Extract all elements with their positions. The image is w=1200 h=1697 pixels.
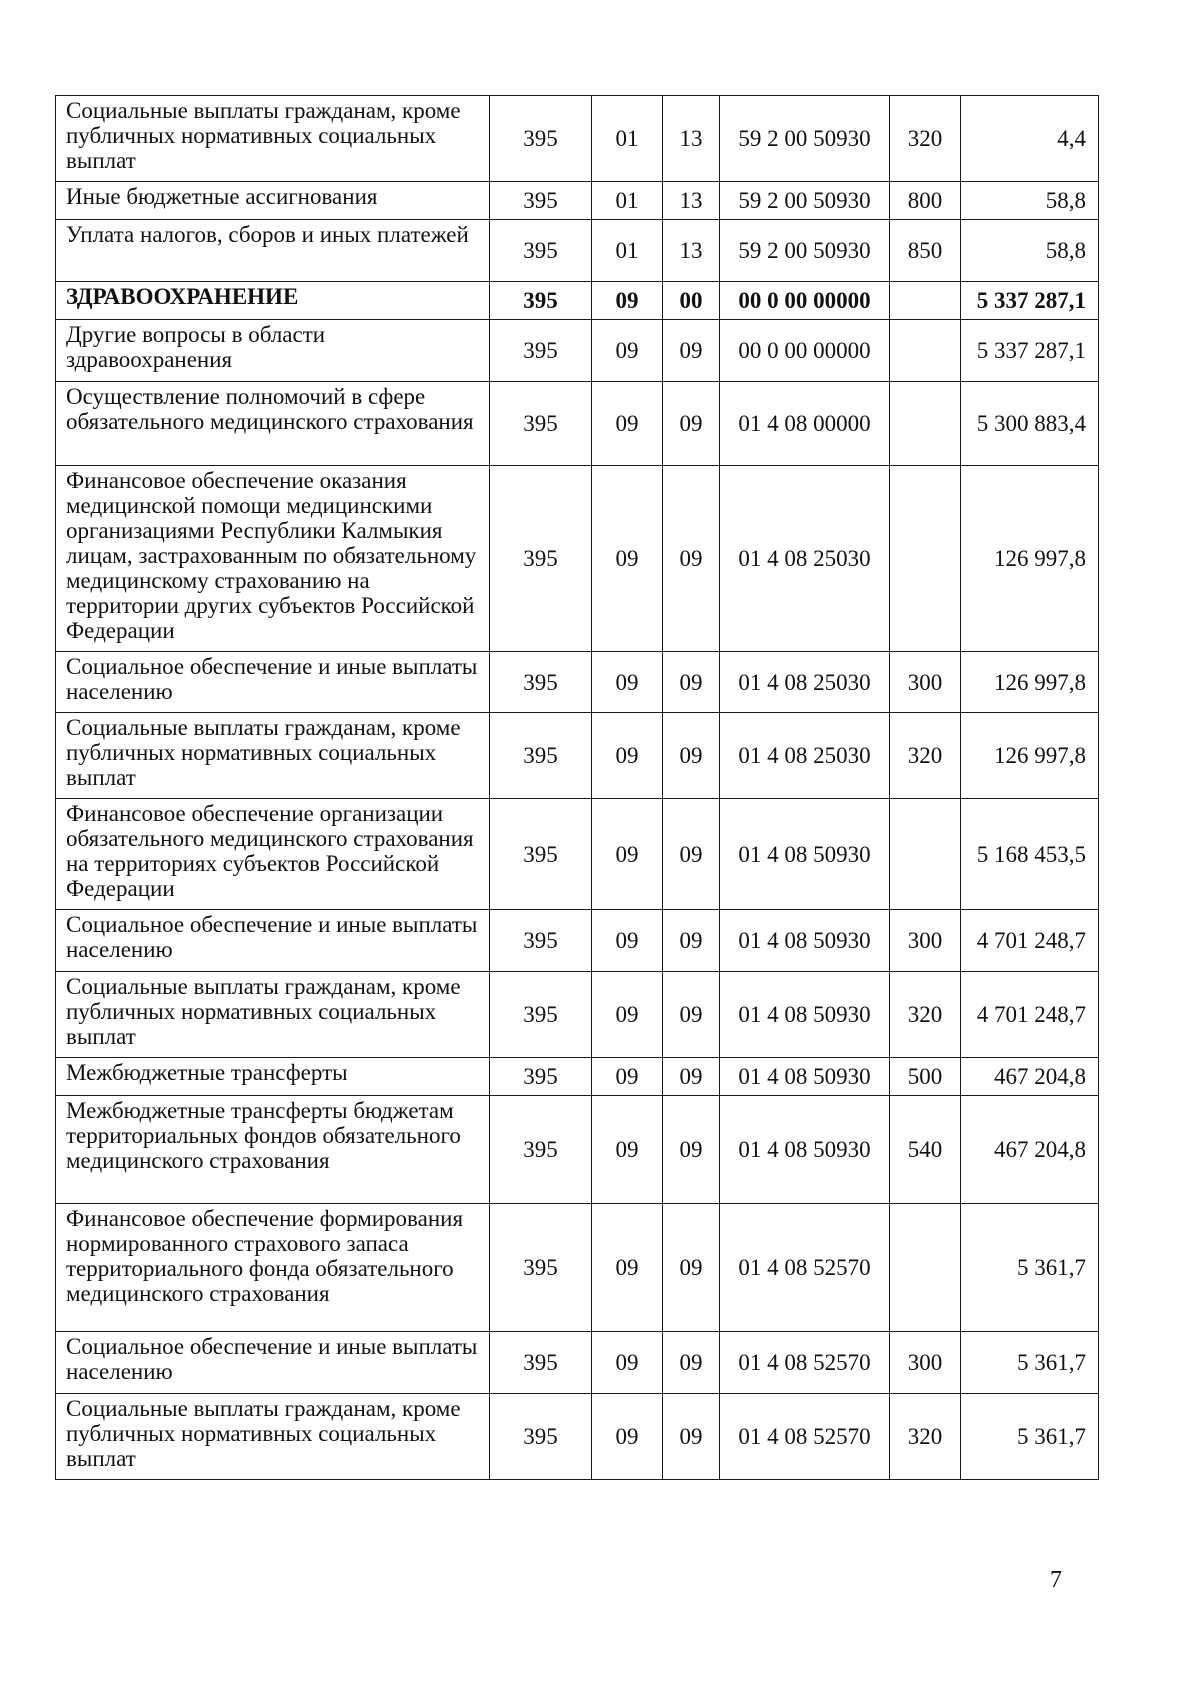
rz-code-cell: 09 bbox=[592, 1058, 663, 1096]
vr-code-cell bbox=[890, 282, 961, 320]
expense-name-cell: Социальные выплаты гражданам, кроме публичных нормативных социальных выплат bbox=[56, 96, 490, 182]
pr-code-cell: 09 bbox=[663, 1096, 720, 1204]
vr-code-cell: 300 bbox=[890, 910, 961, 972]
table-row bbox=[56, 799, 1099, 910]
gr-code-cell: 395 bbox=[490, 652, 592, 713]
vr-code-cell: 800 bbox=[890, 182, 961, 220]
amount-cell: 5 337 287,1 bbox=[961, 282, 1099, 320]
pr-code-cell: 00 bbox=[663, 282, 720, 320]
csr-code-cell: 01 4 08 50930 bbox=[720, 910, 890, 972]
rz-code-cell: 09 bbox=[592, 1394, 663, 1480]
expense-name-cell: Социальное обеспечение и иные выплаты населению bbox=[56, 910, 490, 972]
pr-code-cell: 09 bbox=[663, 799, 720, 910]
csr-code-cell: 01 4 08 50930 bbox=[720, 799, 890, 910]
table-body bbox=[56, 96, 1099, 1480]
rz-code-cell: 09 bbox=[592, 799, 663, 910]
csr-code-cell: 01 4 08 25030 bbox=[720, 652, 890, 713]
expense-name-cell: Другие вопросы в области здравоохранения bbox=[56, 320, 490, 382]
gr-code-cell: 395 bbox=[490, 972, 592, 1058]
pr-code-cell: 09 bbox=[663, 466, 720, 652]
amount-cell: 126 997,8 bbox=[961, 652, 1099, 713]
gr-code-cell: 395 bbox=[490, 1096, 592, 1204]
expense-name-cell: Уплата налогов, сборов и иных платежей bbox=[56, 220, 490, 282]
vr-code-cell: 320 bbox=[890, 713, 961, 799]
amount-cell: 5 361,7 bbox=[961, 1332, 1099, 1394]
table-row bbox=[56, 382, 1099, 466]
rz-code-cell: 01 bbox=[592, 182, 663, 220]
expense-name-cell: Финансовое обеспечение оказания медицинской помощи медицинскими организациями Республики Калмыкия лицам, застрахованным по обязательному медицинскому страхованию на территории других субъектов Российской Федерации bbox=[56, 466, 490, 652]
amount-cell: 467 204,8 bbox=[961, 1058, 1099, 1096]
table-row bbox=[56, 1204, 1099, 1332]
vr-code-cell: 320 bbox=[890, 972, 961, 1058]
rz-code-cell: 09 bbox=[592, 282, 663, 320]
expense-name-cell: Социальные выплаты гражданам, кроме публичных нормативных социальных выплат bbox=[56, 972, 490, 1058]
csr-code-cell: 01 4 08 52570 bbox=[720, 1394, 890, 1480]
csr-code-cell: 59 2 00 50930 bbox=[720, 220, 890, 282]
csr-code-cell: 01 4 08 50930 bbox=[720, 972, 890, 1058]
rz-code-cell: 01 bbox=[592, 96, 663, 182]
expense-name-cell: Иные бюджетные ассигнования bbox=[56, 182, 490, 220]
csr-code-cell: 00 0 00 00000 bbox=[720, 282, 890, 320]
pr-code-cell: 09 bbox=[663, 1394, 720, 1480]
rz-code-cell: 09 bbox=[592, 972, 663, 1058]
vr-code-cell bbox=[890, 382, 961, 466]
csr-code-cell: 00 0 00 00000 bbox=[720, 320, 890, 382]
gr-code-cell: 395 bbox=[490, 466, 592, 652]
expense-name-cell: ЗДРАВООХРАНЕНИЕ bbox=[56, 282, 490, 320]
csr-code-cell: 01 4 08 52570 bbox=[720, 1332, 890, 1394]
table-row bbox=[56, 1394, 1099, 1480]
csr-code-cell: 01 4 08 52570 bbox=[720, 1204, 890, 1332]
amount-cell: 4 701 248,7 bbox=[961, 972, 1099, 1058]
pr-code-cell: 09 bbox=[663, 910, 720, 972]
gr-code-cell: 395 bbox=[490, 1058, 592, 1096]
rz-code-cell: 09 bbox=[592, 713, 663, 799]
rz-code-cell: 09 bbox=[592, 382, 663, 466]
vr-code-cell: 320 bbox=[890, 1394, 961, 1480]
rz-code-cell: 01 bbox=[592, 220, 663, 282]
vr-code-cell bbox=[890, 466, 961, 652]
expense-name-cell: Финансовое обеспечение формирования нормированного страхового запаса территориального фонда обязательного медицинского страхования bbox=[56, 1204, 490, 1332]
vr-code-cell bbox=[890, 1204, 961, 1332]
vr-code-cell: 300 bbox=[890, 1332, 961, 1394]
expense-name-cell: Межбюджетные трансферты бюджетам территориальных фондов обязательного медицинского страхования bbox=[56, 1096, 490, 1204]
gr-code-cell: 395 bbox=[490, 713, 592, 799]
pr-code-cell: 09 bbox=[663, 652, 720, 713]
vr-code-cell bbox=[890, 799, 961, 910]
table-row bbox=[56, 1096, 1099, 1204]
gr-code-cell: 395 bbox=[490, 382, 592, 466]
page-number: 7 bbox=[1050, 1567, 1062, 1593]
csr-code-cell: 01 4 08 50930 bbox=[720, 1058, 890, 1096]
rz-code-cell: 09 bbox=[592, 1204, 663, 1332]
csr-code-cell: 59 2 00 50930 bbox=[720, 182, 890, 220]
csr-code-cell: 01 4 08 25030 bbox=[720, 713, 890, 799]
amount-cell: 467 204,8 bbox=[961, 1096, 1099, 1204]
amount-cell: 58,8 bbox=[961, 220, 1099, 282]
rz-code-cell: 09 bbox=[592, 1096, 663, 1204]
vr-code-cell: 540 bbox=[890, 1096, 961, 1204]
expense-name-cell: Социальное обеспечение и иные выплаты населению bbox=[56, 652, 490, 713]
table-row bbox=[56, 282, 1099, 320]
rz-code-cell: 09 bbox=[592, 652, 663, 713]
amount-cell: 126 997,8 bbox=[961, 713, 1099, 799]
budget-table bbox=[55, 95, 1099, 1480]
gr-code-cell: 395 bbox=[490, 182, 592, 220]
pr-code-cell: 09 bbox=[663, 1058, 720, 1096]
amount-cell: 5 168 453,5 bbox=[961, 799, 1099, 910]
rz-code-cell: 09 bbox=[592, 1332, 663, 1394]
expense-name-cell: Социальное обеспечение и иные выплаты населению bbox=[56, 1332, 490, 1394]
table-row bbox=[56, 466, 1099, 652]
csr-code-cell: 01 4 08 00000 bbox=[720, 382, 890, 466]
amount-cell: 126 997,8 bbox=[961, 466, 1099, 652]
vr-code-cell: 850 bbox=[890, 220, 961, 282]
gr-code-cell: 395 bbox=[490, 320, 592, 382]
table-row bbox=[56, 1058, 1099, 1096]
gr-code-cell: 395 bbox=[490, 910, 592, 972]
table-row bbox=[56, 96, 1099, 182]
pr-code-cell: 09 bbox=[663, 382, 720, 466]
gr-code-cell: 395 bbox=[490, 282, 592, 320]
rz-code-cell: 09 bbox=[592, 910, 663, 972]
amount-cell: 5 361,7 bbox=[961, 1204, 1099, 1332]
vr-code-cell: 320 bbox=[890, 96, 961, 182]
table-row bbox=[56, 652, 1099, 713]
table-row bbox=[56, 182, 1099, 220]
amount-cell: 58,8 bbox=[961, 182, 1099, 220]
expense-name-cell: Социальные выплаты гражданам, кроме публичных нормативных социальных выплат bbox=[56, 1394, 490, 1480]
pr-code-cell: 13 bbox=[663, 220, 720, 282]
table-row bbox=[56, 220, 1099, 282]
pr-code-cell: 09 bbox=[663, 972, 720, 1058]
pr-code-cell: 13 bbox=[663, 182, 720, 220]
csr-code-cell: 01 4 08 50930 bbox=[720, 1096, 890, 1204]
expense-name-cell: Осуществление полномочий в сфере обязательного медицинского страхования bbox=[56, 382, 490, 466]
amount-cell: 4 701 248,7 bbox=[961, 910, 1099, 972]
vr-code-cell bbox=[890, 320, 961, 382]
table-row bbox=[56, 972, 1099, 1058]
gr-code-cell: 395 bbox=[490, 1394, 592, 1480]
amount-cell: 5 337 287,1 bbox=[961, 320, 1099, 382]
pr-code-cell: 09 bbox=[663, 1204, 720, 1332]
gr-code-cell: 395 bbox=[490, 799, 592, 910]
pr-code-cell: 13 bbox=[663, 96, 720, 182]
gr-code-cell: 395 bbox=[490, 1332, 592, 1394]
gr-code-cell: 395 bbox=[490, 96, 592, 182]
table-row bbox=[56, 320, 1099, 382]
pr-code-cell: 09 bbox=[663, 713, 720, 799]
gr-code-cell: 395 bbox=[490, 220, 592, 282]
vr-code-cell: 500 bbox=[890, 1058, 961, 1096]
csr-code-cell: 59 2 00 50930 bbox=[720, 96, 890, 182]
pr-code-cell: 09 bbox=[663, 320, 720, 382]
table-row bbox=[56, 910, 1099, 972]
pr-code-cell: 09 bbox=[663, 1332, 720, 1394]
table-row bbox=[56, 713, 1099, 799]
expense-name-cell: Финансовое обеспечение организации обязательного медицинского страхования на территориях субъектов Российской Федерации bbox=[56, 799, 490, 910]
expense-name-cell: Социальные выплаты гражданам, кроме публичных нормативных социальных выплат bbox=[56, 713, 490, 799]
expense-name-cell: Межбюджетные трансферты bbox=[56, 1058, 490, 1096]
vr-code-cell: 300 bbox=[890, 652, 961, 713]
table-row bbox=[56, 1332, 1099, 1394]
amount-cell: 4,4 bbox=[961, 96, 1099, 182]
amount-cell: 5 300 883,4 bbox=[961, 382, 1099, 466]
csr-code-cell: 01 4 08 25030 bbox=[720, 466, 890, 652]
amount-cell: 5 361,7 bbox=[961, 1394, 1099, 1480]
rz-code-cell: 09 bbox=[592, 466, 663, 652]
gr-code-cell: 395 bbox=[490, 1204, 592, 1332]
rz-code-cell: 09 bbox=[592, 320, 663, 382]
